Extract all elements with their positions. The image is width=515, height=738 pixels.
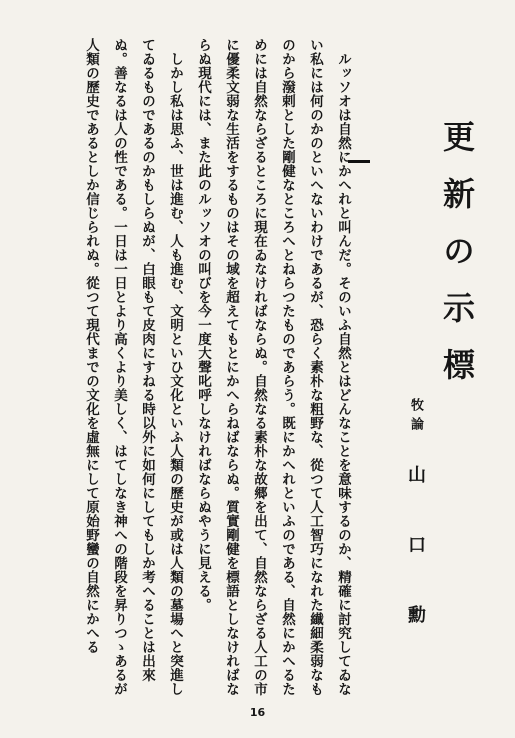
author-name: 山口勳 [405, 465, 426, 675]
author-title: 牧論 [408, 398, 423, 436]
article-body [77, 38, 357, 698]
paragraph: ルッソオは自然にかへれと叫んだ。そのいふ自然とはどんなことを意味するのか、精確に討究してゐない私には何のかのといへないわけであるが、恐らく素朴な粗野な、從つて人工智巧になれた纎細柔弱なものから潑剌とした剛健なところへとねらつたものであらう。既にかへれといふのである、自然にかへるためには自然ならざるところに現在ゐなければならぬ。自然なる素朴な故郷を出て、自然ならざる人工の市に優柔文弱な生活をするものはその域を超えてもとにかへらねばならぬ。質實剛健を標語としなければならぬ現代には、また此のルッソオの叫びを今一度大聲叱呼しなければならぬやうに見える。 [195, 38, 351, 696]
paragraph: しかし私は思ふ、世は進む、人も進む、文明といひ文化といふ人類の歷史が或は人類の墓場へと突進してゐるものであるのかもしらぬが、白眼もて皮肉にすねる時以外に如何にしてもしか考へることは出來ぬ。善なるは人の性である。一日は一日とより高くより美しく、はてしなき神への階段を昇りつゝあるが人類の歷史であるとしか信じられぬ。從つて現代までの文化を虛無にして原始野蠻の自然にかへる [83, 38, 183, 696]
page-number: 16 [249, 706, 266, 719]
article-title: 更新の示標 [438, 120, 476, 405]
